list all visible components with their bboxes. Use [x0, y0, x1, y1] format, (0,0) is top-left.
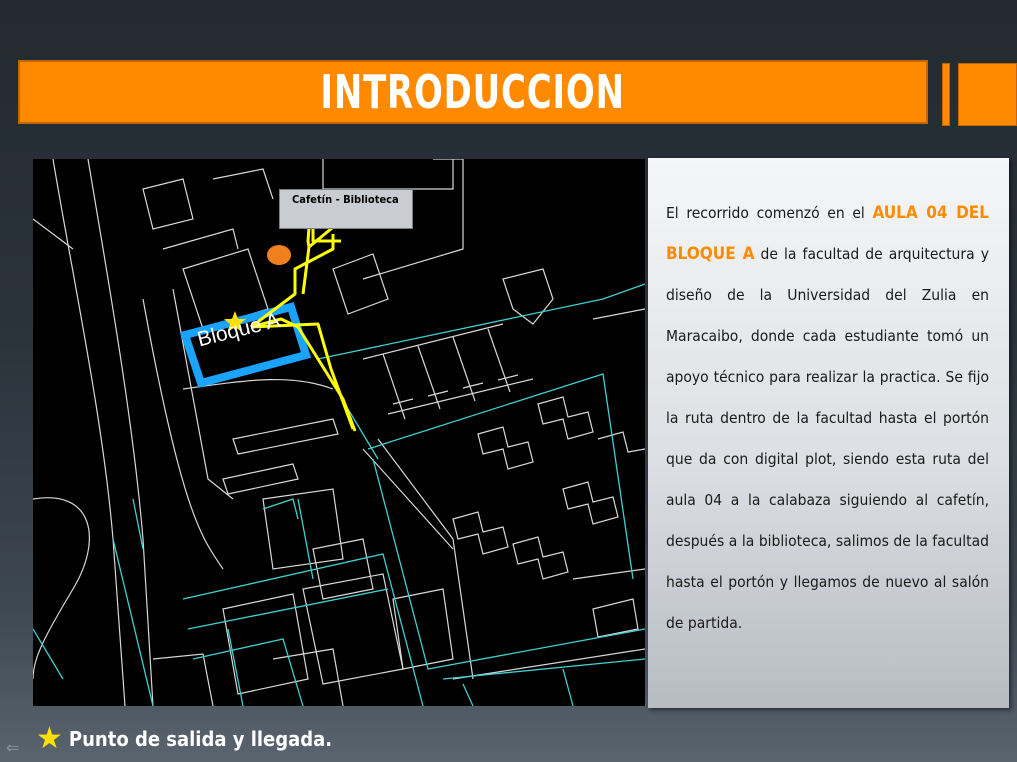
title-accent-bar-thin [942, 63, 950, 126]
map-drawing [33, 159, 645, 706]
highlight-aula: AULA 04 DEL BLOQUE A [666, 203, 989, 264]
description-part-2: de la facultad de arquitectura y diseño de la Universidad del Zulia en Maracaibo, donde cada estudiante tomó un apoyo técnico para realizar la practica. Se fijo la ruta dentro de la facultad hasta el portón que da con digital plot, siendo esta ruta del aula 04 a la calabaza siguiendo al cafetín, después a la biblioteca, salimos de la facultad hasta el portón y llegamos de nuevo al salón de partida. [666, 245, 989, 632]
description-text [666, 193, 989, 644]
cafeteria-library-label: Cafetín - Biblioteca [279, 189, 413, 229]
map-cyan-lines [33, 284, 645, 706]
description-panel [648, 158, 1009, 708]
title-accent-bar-wide [958, 63, 1017, 126]
star-icon: ★ [36, 721, 63, 756]
title-banner [18, 60, 928, 124]
back-arrow-icon[interactable]: ⇐ [6, 738, 20, 757]
legend-text: Punto de salida y llegada. [68, 727, 333, 751]
description-part-1: El recorrido comenzó en el [666, 204, 873, 222]
legend [36, 721, 333, 756]
slide-title: INTRODUCCION [320, 65, 626, 119]
cafeteria-marker [267, 245, 291, 265]
campus-map [33, 159, 645, 706]
bloque-a-label: Bloque A [195, 308, 283, 352]
